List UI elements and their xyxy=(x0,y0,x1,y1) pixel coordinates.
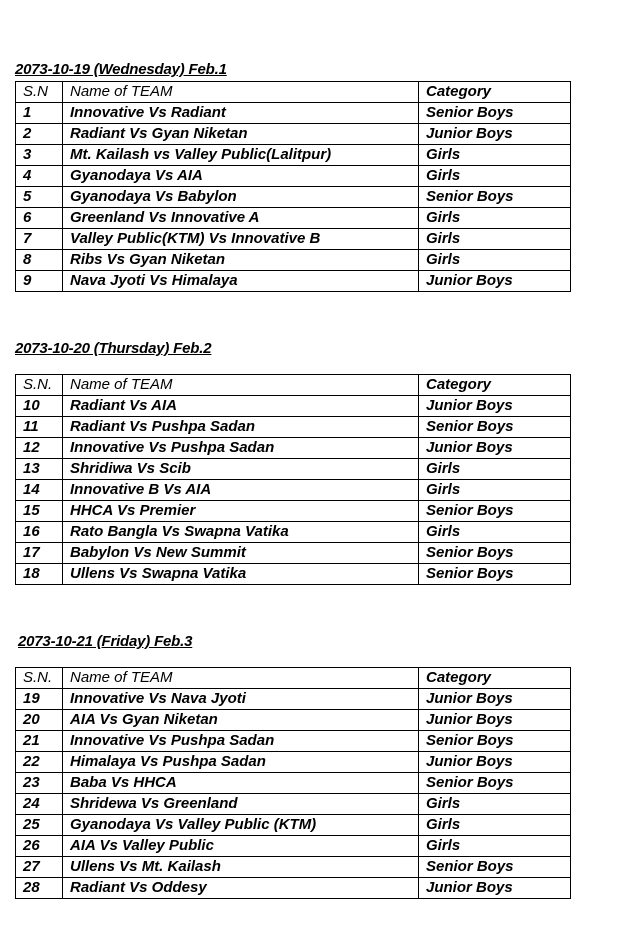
cell-category: Senior Boys xyxy=(419,857,571,878)
cell-sn: 26 xyxy=(16,836,63,857)
cell-sn: 11 xyxy=(16,417,63,438)
cell-team: Radiant Vs Pushpa Sadan xyxy=(63,417,419,438)
header-category: Category xyxy=(419,375,571,396)
cell-category: Girls xyxy=(419,145,571,166)
cell-category: Girls xyxy=(419,794,571,815)
cell-category: Senior Boys xyxy=(419,103,571,124)
cell-category: Senior Boys xyxy=(419,564,571,585)
cell-sn: 14 xyxy=(16,480,63,501)
cell-sn: 12 xyxy=(16,438,63,459)
cell-sn: 10 xyxy=(16,396,63,417)
cell-team: Innovative B Vs AIA xyxy=(63,480,419,501)
table-row xyxy=(16,543,571,564)
cell-team: Ullens Vs Swapna Vatika xyxy=(63,564,419,585)
table-row xyxy=(16,857,571,878)
section-title: 2073-10-20 (Thursday) Feb.2 xyxy=(15,340,212,357)
table-row xyxy=(16,564,571,585)
cell-category: Girls xyxy=(419,459,571,480)
table-row xyxy=(16,250,571,271)
table-row xyxy=(16,752,571,773)
cell-sn: 9 xyxy=(16,271,63,292)
header-team: Name of TEAM xyxy=(63,668,419,689)
cell-sn: 22 xyxy=(16,752,63,773)
table-row xyxy=(16,689,571,710)
cell-sn: 25 xyxy=(16,815,63,836)
cell-sn: 4 xyxy=(16,166,63,187)
cell-team: Valley Public(KTM) Vs Innovative B xyxy=(63,229,419,250)
cell-category: Junior Boys xyxy=(419,689,571,710)
table-row xyxy=(16,229,571,250)
cell-category: Girls xyxy=(419,815,571,836)
cell-sn: 20 xyxy=(16,710,63,731)
header-sn: S.N. xyxy=(16,375,63,396)
cell-sn: 19 xyxy=(16,689,63,710)
table-body xyxy=(16,375,571,585)
cell-sn: 13 xyxy=(16,459,63,480)
table-row xyxy=(16,794,571,815)
cell-category: Girls xyxy=(419,836,571,857)
cell-category: Girls xyxy=(419,522,571,543)
table-row xyxy=(16,522,571,543)
header-row xyxy=(16,82,571,103)
header-category: Category xyxy=(419,668,571,689)
cell-sn: 27 xyxy=(16,857,63,878)
cell-team: Ribs Vs Gyan Niketan xyxy=(63,250,419,271)
header-category: Category xyxy=(419,82,571,103)
cell-sn: 18 xyxy=(16,564,63,585)
schedule-table xyxy=(15,374,571,585)
cell-team: Greenland Vs Innovative A xyxy=(63,208,419,229)
table-row xyxy=(16,731,571,752)
header-sn: S.N xyxy=(16,82,63,103)
cell-team: Innovative Vs Pushpa Sadan xyxy=(63,731,419,752)
cell-team: Gyanodaya Vs Babylon xyxy=(63,187,419,208)
cell-team: Babylon Vs New Summit xyxy=(63,543,419,564)
cell-sn: 17 xyxy=(16,543,63,564)
table-body xyxy=(16,668,571,899)
table-row xyxy=(16,480,571,501)
cell-team: Mt. Kailash vs Valley Public(Lalitpur) xyxy=(63,145,419,166)
cell-category: Senior Boys xyxy=(419,417,571,438)
cell-sn: 15 xyxy=(16,501,63,522)
cell-sn: 21 xyxy=(16,731,63,752)
table-row xyxy=(16,836,571,857)
cell-sn: 8 xyxy=(16,250,63,271)
table-row xyxy=(16,145,571,166)
cell-category: Junior Boys xyxy=(419,396,571,417)
cell-sn: 7 xyxy=(16,229,63,250)
cell-category: Junior Boys xyxy=(419,878,571,899)
table-row xyxy=(16,271,571,292)
section-title: 2073-10-21 (Friday) Feb.3 xyxy=(18,633,193,650)
cell-category: Senior Boys xyxy=(419,773,571,794)
table-row xyxy=(16,501,571,522)
cell-sn: 2 xyxy=(16,124,63,145)
cell-team: Ullens Vs Mt. Kailash xyxy=(63,857,419,878)
header-sn: S.N. xyxy=(16,668,63,689)
header-team: Name of TEAM xyxy=(63,375,419,396)
cell-category: Senior Boys xyxy=(419,731,571,752)
schedule-table xyxy=(15,81,571,292)
cell-team: Radiant Vs Gyan Niketan xyxy=(63,124,419,145)
table-row xyxy=(16,773,571,794)
cell-category: Senior Boys xyxy=(419,187,571,208)
cell-team: Nava Jyoti Vs Himalaya xyxy=(63,271,419,292)
table-row xyxy=(16,124,571,145)
cell-sn: 3 xyxy=(16,145,63,166)
cell-team: Innovative Vs Pushpa Sadan xyxy=(63,438,419,459)
table-row xyxy=(16,417,571,438)
cell-sn: 23 xyxy=(16,773,63,794)
cell-sn: 5 xyxy=(16,187,63,208)
cell-team: Radiant Vs AIA xyxy=(63,396,419,417)
table-body xyxy=(16,82,571,292)
cell-category: Senior Boys xyxy=(419,501,571,522)
cell-category: Junior Boys xyxy=(419,710,571,731)
cell-category: Girls xyxy=(419,166,571,187)
header-row xyxy=(16,668,571,689)
table-row xyxy=(16,396,571,417)
table-row xyxy=(16,710,571,731)
cell-team: Shridewa Vs Greenland xyxy=(63,794,419,815)
cell-team: Innovative Vs Nava Jyoti xyxy=(63,689,419,710)
cell-category: Junior Boys xyxy=(419,752,571,773)
section-title: 2073-10-19 (Wednesday) Feb.1 xyxy=(15,61,227,78)
table-row xyxy=(16,166,571,187)
table-row xyxy=(16,103,571,124)
cell-sn: 28 xyxy=(16,878,63,899)
cell-sn: 24 xyxy=(16,794,63,815)
cell-category: Junior Boys xyxy=(419,124,571,145)
header-team: Name of TEAM xyxy=(63,82,419,103)
cell-team: Himalaya Vs Pushpa Sadan xyxy=(63,752,419,773)
cell-sn: 6 xyxy=(16,208,63,229)
cell-team: Innovative Vs Radiant xyxy=(63,103,419,124)
header-row xyxy=(16,375,571,396)
cell-team: HHCA Vs Premier xyxy=(63,501,419,522)
cell-sn: 1 xyxy=(16,103,63,124)
cell-category: Junior Boys xyxy=(419,438,571,459)
table-row xyxy=(16,815,571,836)
cell-team: AIA Vs Gyan Niketan xyxy=(63,710,419,731)
cell-team: Rato Bangla Vs Swapna Vatika xyxy=(63,522,419,543)
cell-category: Senior Boys xyxy=(419,543,571,564)
cell-category: Girls xyxy=(419,208,571,229)
table-row xyxy=(16,878,571,899)
cell-category: Girls xyxy=(419,250,571,271)
cell-team: Shridiwa Vs Scib xyxy=(63,459,419,480)
table-row xyxy=(16,187,571,208)
cell-team: Radiant Vs Oddesy xyxy=(63,878,419,899)
cell-team: Baba Vs HHCA xyxy=(63,773,419,794)
cell-category: Girls xyxy=(419,480,571,501)
cell-team: AIA Vs Valley Public xyxy=(63,836,419,857)
cell-category: Junior Boys xyxy=(419,271,571,292)
table-row xyxy=(16,438,571,459)
table-row xyxy=(16,459,571,480)
schedule-table xyxy=(15,667,571,899)
table-row xyxy=(16,208,571,229)
cell-category: Girls xyxy=(419,229,571,250)
cell-team: Gyanodaya Vs Valley Public (KTM) xyxy=(63,815,419,836)
cell-team: Gyanodaya Vs AIA xyxy=(63,166,419,187)
cell-sn: 16 xyxy=(16,522,63,543)
